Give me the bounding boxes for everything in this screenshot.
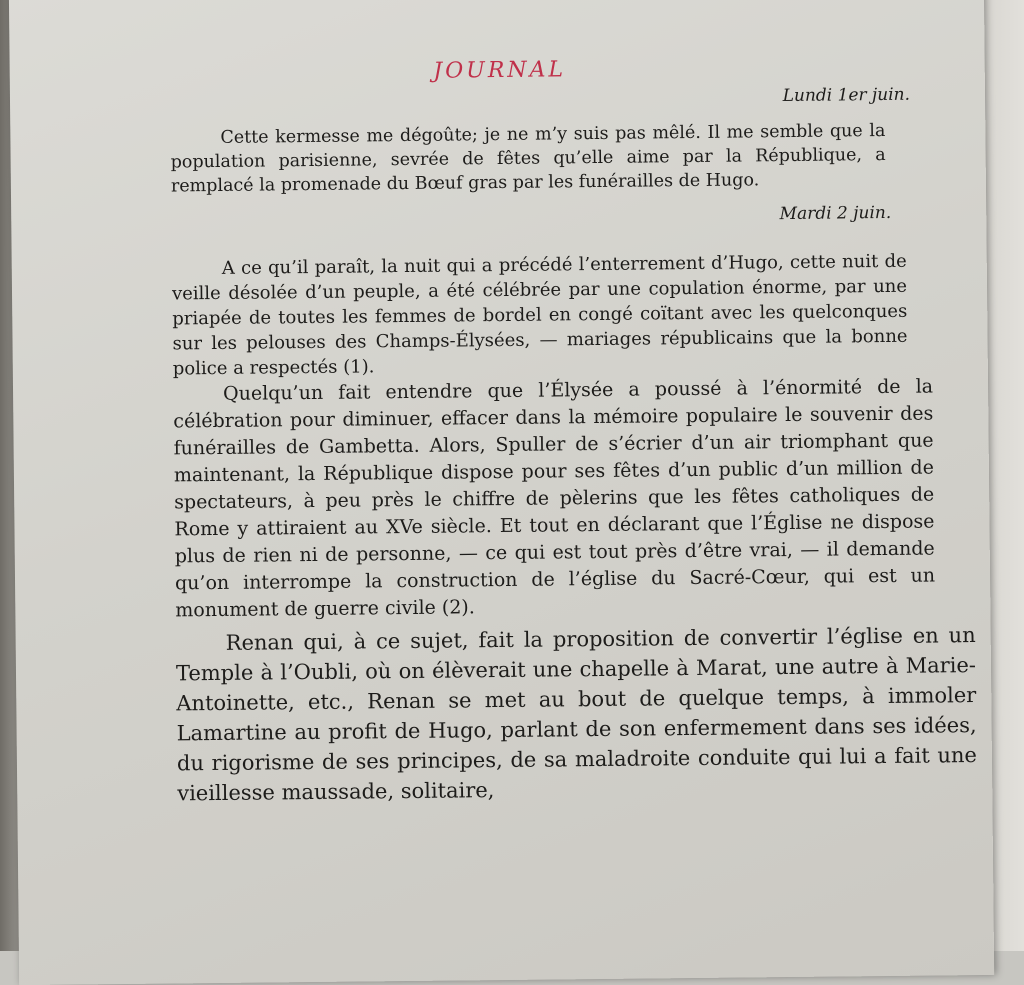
entry-date-1: Lundi 1er juin. [782, 84, 911, 107]
page-title: JOURNAL [433, 57, 567, 84]
book-page [9, 0, 994, 985]
entry-2-paragraph-3: Renan qui, à ce sujet, fait la proposition de convertir l’église en un Temple à l’Oubli, où on élèverait une chapelle à Marat, une autre à Marie-Antoinette, etc., Renan se met au bout de quelque temps, à immoler Lamartine au profit de Hugo, parlant de son enfermement dans ses idées, du rigorisme de ses principes, de sa maladroite conduite qui lui a fait une vieillesse maussade, solitaire, [175, 623, 978, 806]
entry-date-2: Mardi 2 juin. [779, 202, 892, 225]
entry-1-paragraph: Cette kermesse me dégoûte; je ne m’y suis pas mêlé. Il me semble que la population parisienne, sevrée de fêtes qu’elle aime par la République, a remplacé la promenade du Bœuf gras par les funérailles de Hugo. [170, 120, 886, 197]
entry-2-paragraph-2: Quelqu’un fait entendre que l’Élysée a poussé à l’énormité de la célébration pour diminuer, effacer dans la mémoire populaire le souvenir des funérailles de Gambetta. Alors, Spuller de s’écrier d’un air triomphant que maintenant, la République dispose pour ses fêtes d’un public d’un million de spectateurs, à peu près le chiffre de pèlerins que les fêtes catholiques de Rome y attiraient au XVe siècle. Et tout en déclarant que l’Église ne dispose plus de rien ni de personne, — ce qui est tout près d’être vrai, — il demande qu’on interrompe la construction de l’église du Sacré-Cœur, qui est un monument de guerre civile (2). [173, 375, 936, 622]
entry-2-paragraph-1: A ce qu’il paraît, la nuit qui a précédé l’enterrement d’Hugo, cette nuit de veille désolée d’un peuple, a été célébrée par une copulation énorme, par une priapée de toutes les femmes de bordel en congé coïtant avec les quelconques sur les pelouses des Champs-Élysées, — mariages républicains que la bonne police a respectés (1). [171, 250, 908, 380]
page-content [170, 53, 978, 808]
